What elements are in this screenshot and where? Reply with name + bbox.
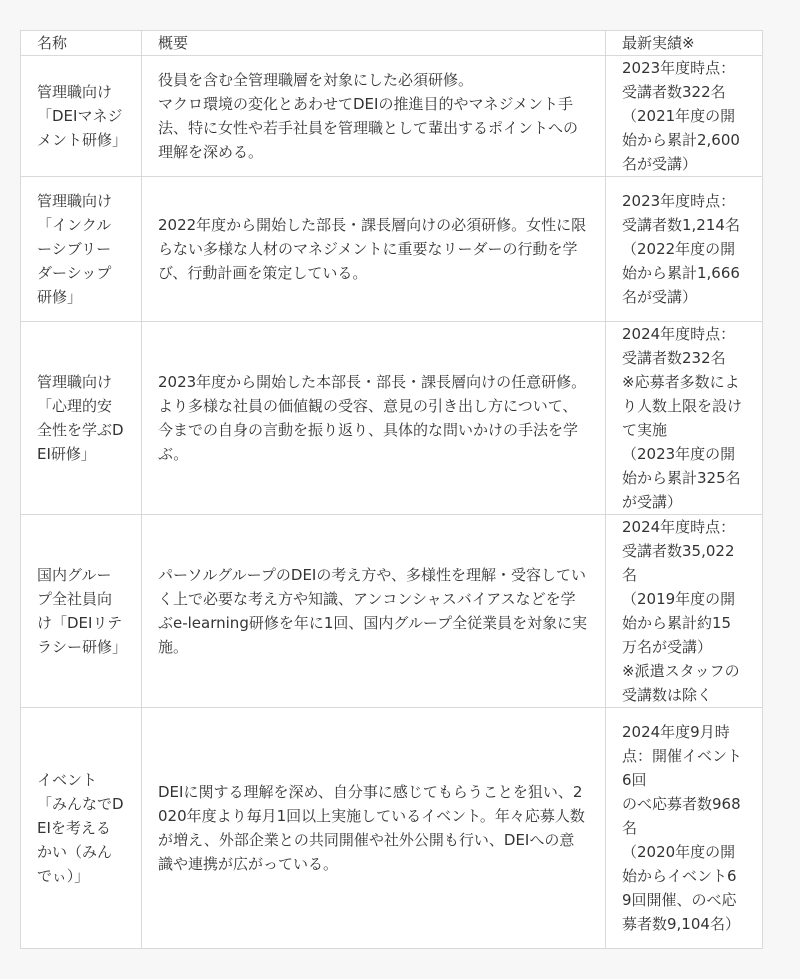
header-result: 最新実績※: [606, 31, 763, 56]
row-summary-cell: [142, 56, 606, 177]
row-result-cell: [606, 56, 763, 177]
row-name: 管理職向け「心理的安全性を学ぶDEI研修」: [37, 373, 124, 463]
row-name-cell: [21, 708, 142, 949]
row-summary: 2022年度から開始した部長・課長層向けの必須研修。女性に限らない多様な人材のマネジメントに重要なリーダーの行動を学び、行動計画を策定している。: [158, 216, 587, 282]
row-summary: パーソルグループのDEIの考え方や、多様性を理解・受容していく上で必要な考え方や知識、アンコンシャスバイアスなどを学ぶe-learning研修を年に1回、国内グループ全従業員を対象に実施。: [158, 566, 588, 656]
row-result-cell: [606, 322, 763, 515]
table-row: [21, 322, 763, 515]
row-result-cell: [606, 708, 763, 949]
header-summary: 概要: [142, 31, 606, 56]
table-row: [21, 708, 763, 949]
row-name-cell: [21, 515, 142, 708]
row-summary: 2023年度から開始した本部長・部長・課長層向けの任意研修。より多様な社員の価値観の受容、意見の引き出し方について、今までの自身の言動を振り返り、具体的な問いかけの手法を学ぶ。: [158, 373, 587, 463]
header-name: 名称: [21, 31, 142, 56]
dei-training-table: [20, 30, 763, 949]
row-result: 2024年度時点：受講者数232名 ※応募者多数により人数上限を設けて実施 （2023年度の開始から累計325名が受講）: [622, 325, 743, 511]
row-result: 2024年度時点：受講者数35,022名 （2019年度の開始から累計約15万名が受講） ※派遣スタッフの受講数は除く: [622, 518, 740, 704]
row-name-cell: [21, 322, 142, 515]
table-row: [21, 177, 763, 322]
row-summary: DEIに関する理解を深め、自分事に感じてもらうことを狙い、2020年度より毎月1回以上実施しているイベント。年々応募人数が増え、外部企業との共同開催や社外公開も行い、DEIへの意識や連携が広がっている。: [158, 783, 585, 873]
row-summary-cell: [142, 515, 606, 708]
row-summary-cell: [142, 177, 606, 322]
row-result: 2023年度時点：受講者数1,214名 （2022年度の開始から累計1,666名が受講）: [622, 192, 740, 306]
row-result-cell: [606, 515, 763, 708]
row-summary-cell: [142, 708, 606, 949]
table-row: [21, 56, 763, 177]
row-result: 2023年度時点：受講者数322名 （2021年度の開始から累計2,600名が受講）: [622, 59, 740, 173]
table-header-row: [21, 31, 763, 56]
row-name: 管理職向け「インクルーシブリーダーシップ研修」: [37, 192, 113, 306]
row-name: 管理職向け「DEIマネジメント研修」: [37, 83, 128, 149]
row-name: イベント「みんなでDEIを考えるかい（みんでぃ）」: [37, 771, 124, 885]
row-summary-cell: [142, 322, 606, 515]
row-result-cell: [606, 177, 763, 322]
row-name: 国内グループ全社員向け「DEIリテラシー研修」: [37, 566, 128, 656]
row-result: 2024年度9月時点：開催イベント6回 のべ応募者数968名 （2020年度の開始からイベント69回開催、のべ応募者数9,104名）: [622, 723, 743, 933]
row-name-cell: [21, 177, 142, 322]
table-row: [21, 515, 763, 708]
row-summary: 役員を含む全管理職層を対象にした必須研修。 マクロ環境の変化とあわせてDEIの推進目的やマネジメント手法、特に女性や若手社員を管理職として輩出するポイントへの理解を深める。: [158, 71, 579, 161]
row-name-cell: [21, 56, 142, 177]
